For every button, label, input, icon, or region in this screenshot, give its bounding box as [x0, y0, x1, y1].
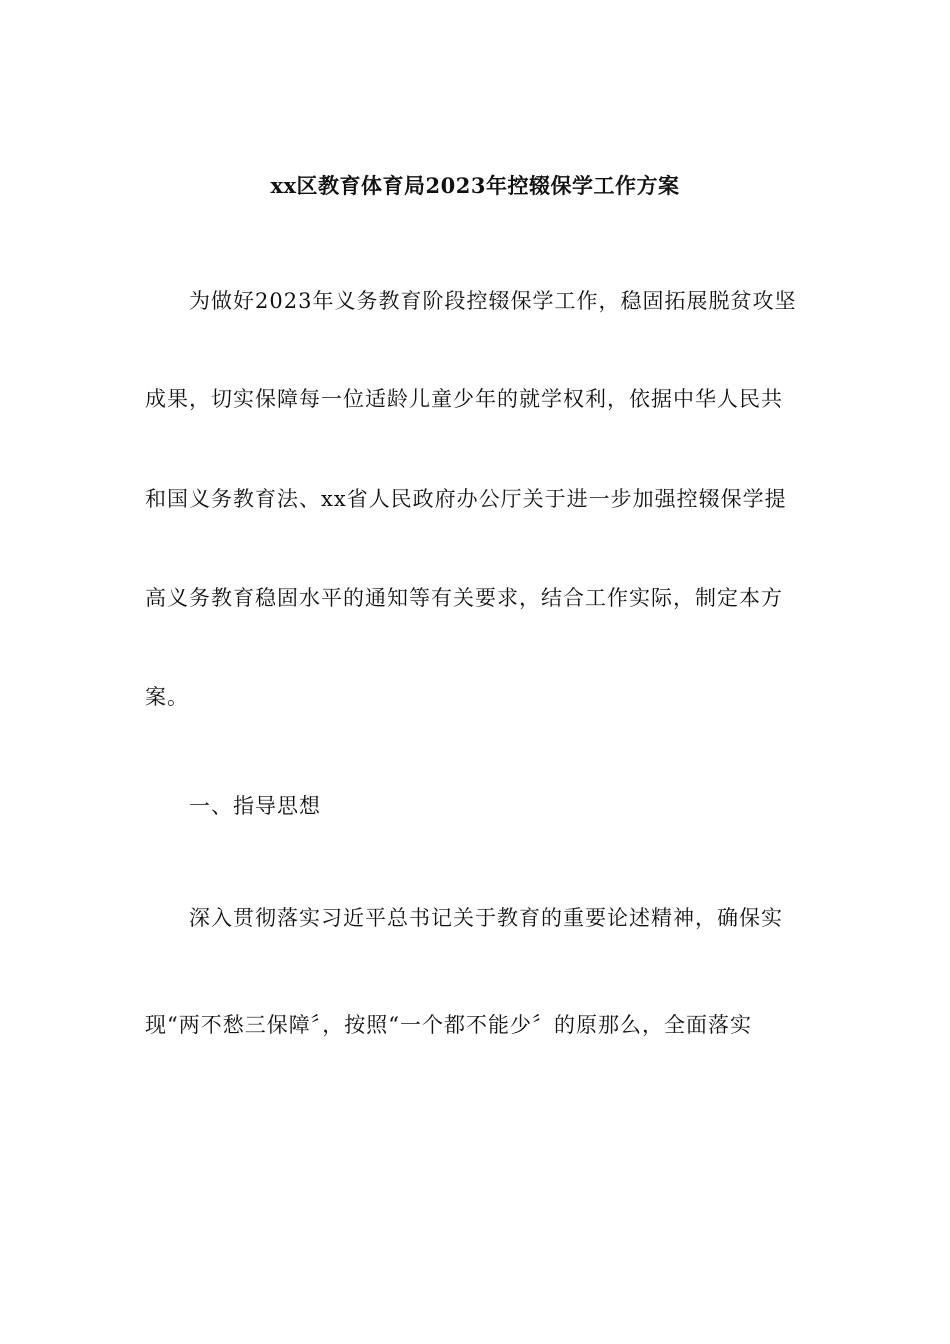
section-heading: 一、指导思想	[189, 794, 321, 818]
intro-line-4: 高义务教育稳固水平的通知等有关要求，结合工作实际，制定本方	[145, 586, 783, 610]
intro-line-3: 和国义务教育法、xx省人民政府办公厅关于进一步加强控辍保学提	[145, 487, 787, 511]
intro-line-5: 案。	[145, 685, 189, 709]
intro-line-2: 成果，切实保障每一位适龄儿童少年的就学权利，依据中华人民共	[145, 387, 783, 411]
section-line-2: 现“两不愁三保障〞，按照“一个都不能少〞的原那么，全面落实	[145, 1013, 752, 1037]
section-line-1: 深入贯彻落实习近平总书记关于教育的重要论述精神，确保实	[189, 906, 783, 930]
intro-line-1: 为做好2023年义务教育阶段控辍保学工作，稳固拓展脱贫攻坚	[189, 289, 797, 313]
document-title: xx区教育体育局2023年控辍保学工作方案	[270, 173, 680, 198]
